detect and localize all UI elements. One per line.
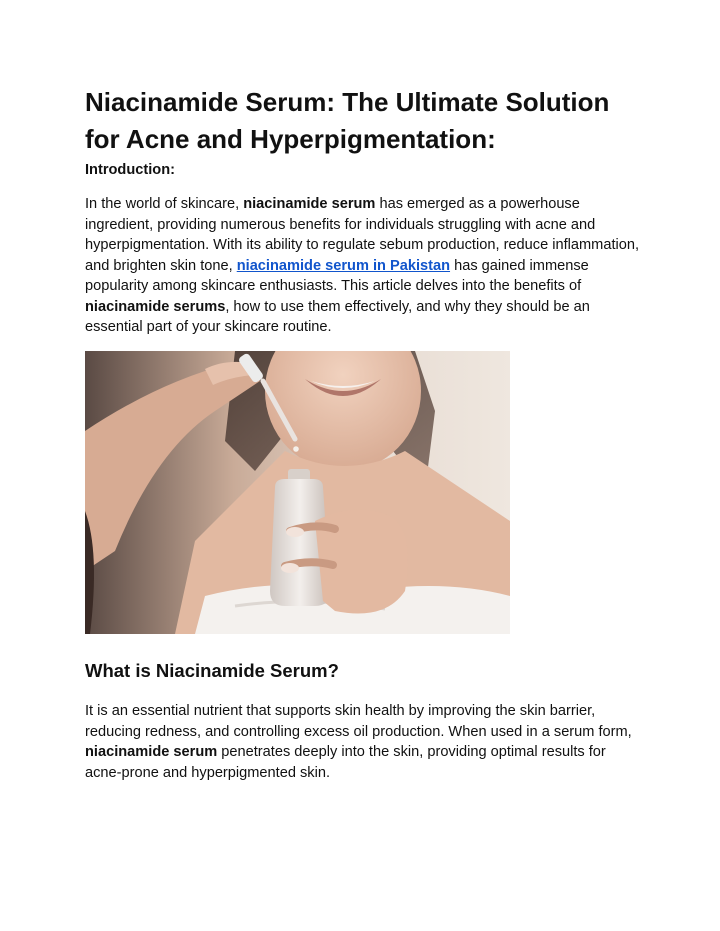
section-heading-what-is: What is Niacinamide Serum? bbox=[85, 660, 339, 681]
intro-text-4: , how to use them effectively, and why they should be an essential part of your skincare routine. bbox=[85, 298, 590, 335]
introduction-label: Introduction: bbox=[85, 162, 175, 178]
s2-text-1: It is an essential nutrient that supports skin health by improving the skin barrier, reducing redness, and controlling excess oil production. When used in a serum form, bbox=[85, 703, 632, 740]
s2-bold-1: niacinamide serum bbox=[85, 744, 218, 760]
article-title: Niacinamide Serum: The Ultimate Solution for Acne and Hyperpigmentation: bbox=[85, 87, 610, 154]
niacinamide-serum-pakistan-link[interactable]: niacinamide serum in Pakistan bbox=[236, 257, 451, 274]
intro-bold-1: niacinamide serum bbox=[243, 196, 376, 212]
intro-text-1: In the world of skincare, bbox=[85, 196, 244, 212]
serum-dropper-photo bbox=[85, 351, 510, 634]
intro-bold-2: niacinamide serums bbox=[85, 298, 226, 315]
s2-text-2: penetrates deeply into the skin, providing optimal results for acne-prone and hyperpigmented skin. bbox=[85, 744, 606, 781]
intro-text-3: has gained immense popularity among skincare enthusiasts. This article delves into the benefits of bbox=[85, 257, 589, 294]
what-is-paragraph bbox=[85, 701, 645, 783]
introduction-paragraph bbox=[85, 194, 645, 338]
intro-text-2: has emerged as a powerhouse ingredient, providing numerous benefits for individuals struggling with acne and hyperpigmentation. With its ability to regulate sebum production, reduce inflammation, and brighten skin tone, bbox=[85, 196, 640, 274]
